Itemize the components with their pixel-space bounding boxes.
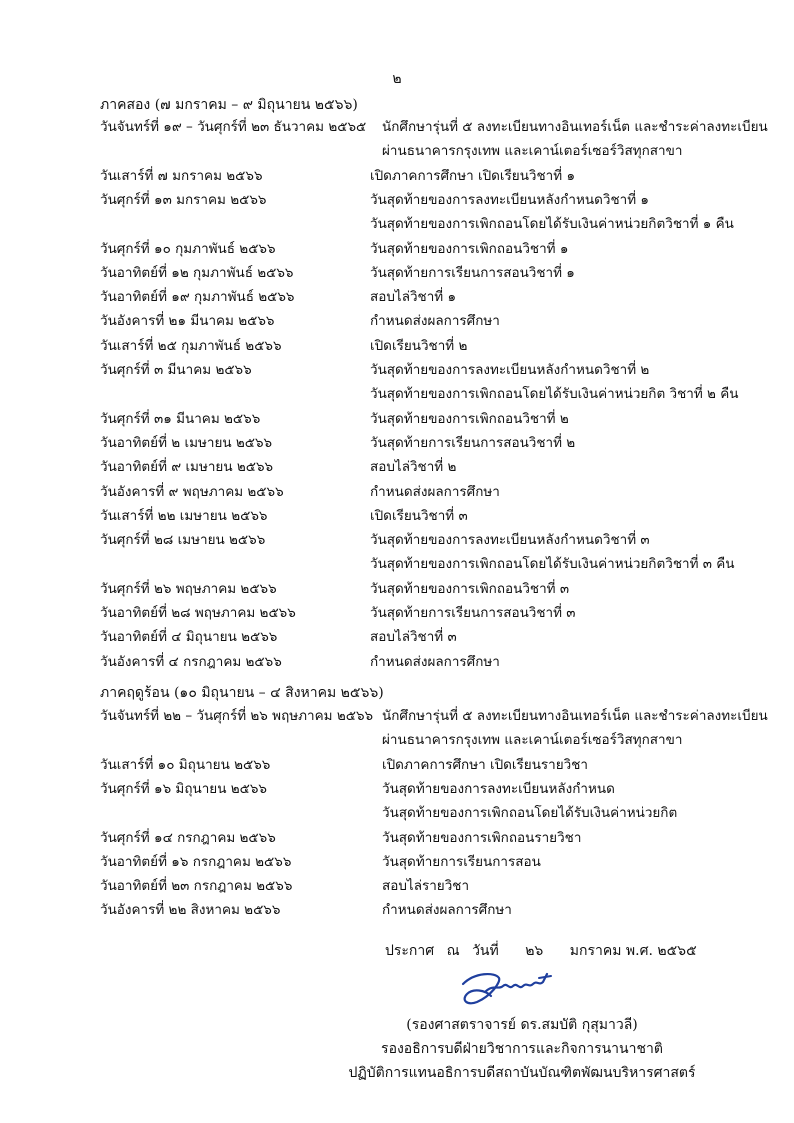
announcement-day: ๒๖ bbox=[525, 943, 544, 959]
schedule-row bbox=[100, 504, 774, 528]
schedule-date: วันศุกร์ที่ ๑๖ มิถุนายน ๒๕๖๖ bbox=[100, 781, 267, 797]
schedule-event: นักศึกษารุ่นที่ ๕ ลงทะเบียนทางอินเทอร์เน็ต และชำระค่าลงทะเบียน bbox=[382, 119, 768, 135]
schedule-event: เปิดเรียนวิชาที่ ๒ bbox=[370, 338, 468, 354]
schedule-date: วันอังคารที่ ๒๒ สิงหาคม ๒๕๖๖ bbox=[100, 902, 281, 918]
schedule-event: วันสุดท้ายการเรียนการสอนวิชาที่ ๓ bbox=[370, 605, 576, 621]
page-number: ๒ bbox=[392, 71, 402, 87]
schedule-date: วันอังคารที่ ๙ พฤษภาคม ๒๕๖๖ bbox=[100, 484, 284, 500]
schedule-date: วันอาทิตย์ที่ ๙ เมษายน ๒๕๖๖ bbox=[100, 459, 274, 475]
schedule-row bbox=[100, 309, 774, 333]
schedule-event: วันสุดท้ายการเรียนการสอน bbox=[382, 854, 541, 870]
schedule-row bbox=[100, 358, 774, 402]
schedule-event: วันสุดท้ายของการลงทะเบียนหลังกำหนดวิชาที่ ๓ bbox=[370, 532, 650, 548]
schedule-event: วันสุดท้ายของการเพิกถอนวิชาที่ ๓ bbox=[370, 581, 570, 597]
schedule-event: เปิดเรียนวิชาที่ ๓ bbox=[370, 508, 468, 524]
schedule-row bbox=[100, 115, 774, 159]
schedule-date: วันเสาร์ที่ ๑๐ มิถุนายน ๒๕๖๖ bbox=[100, 757, 271, 773]
announcement-label: ประกาศ bbox=[385, 943, 435, 959]
schedule-date: วันอาทิตย์ที่ ๑๒ กุมภาพันธ์ ๒๕๖๖ bbox=[100, 265, 294, 281]
schedule-row bbox=[100, 874, 774, 898]
schedule-row bbox=[100, 528, 774, 572]
schedule-row bbox=[100, 480, 774, 504]
schedule-event: วันสุดท้ายของการเพิกถอนโดยได้รับเงินค่าหน่วยกิตวิชาที่ ๑ คืน bbox=[370, 216, 734, 232]
schedule-event: วันสุดท้ายของการเพิกถอนวิชาที่ ๒ bbox=[370, 411, 569, 427]
schedule-row bbox=[100, 601, 774, 625]
schedule-row bbox=[100, 650, 774, 674]
schedule-date: วันเสาร์ที่ ๒๕ กุมภาพันธ์ ๒๕๖๖ bbox=[100, 338, 282, 354]
schedule-row bbox=[100, 777, 774, 821]
section-title: ภาคสอง (๗ มกราคม – ๙ มิถุนายน ๒๕๖๖) bbox=[100, 97, 358, 113]
schedule-event: วันสุดท้ายของการเพิกถอนโดยได้รับเงินค่าหน่วยกิต วิชาที่ ๒ คืน bbox=[370, 386, 739, 402]
schedule-date: วันศุกร์ที่ ๓ มีนาคม ๒๕๖๖ bbox=[100, 362, 252, 378]
schedule-event: สอบไล่วิชาที่ ๒ bbox=[370, 459, 457, 475]
schedule-event: ผ่านธนาคารกรุงเทพ และเคาน์เตอร์เซอร์วิสทุกสาขา bbox=[382, 732, 683, 748]
schedule-date: วันอาทิตย์ที่ ๑๙ กุมภาพันธ์ ๒๕๖๖ bbox=[100, 289, 295, 305]
schedule-date: วันศุกร์ที่ ๑๐ กุมภาพันธ์ ๒๕๖๖ bbox=[100, 241, 276, 257]
schedule-row bbox=[100, 334, 774, 358]
schedule-event: สอบไล่วิชาที่ ๑ bbox=[370, 289, 457, 305]
schedule-date: วันจันทร์ที่ ๒๒ – วันศุกร์ที่ ๒๖ พฤษภาคม ๒๕๖๖ bbox=[100, 708, 374, 724]
signatory-acting: ปฏิบัติการแทนอธิการบดีสถาบันบัณฑิตพัฒนบริหารศาสตร์ bbox=[348, 1065, 696, 1081]
schedule-event: วันสุดท้ายของการเพิกถอนโดยได้รับเงินค่าหน่วยกิตวิชาที่ ๓ คืน bbox=[370, 556, 735, 572]
schedule-date: วันเสาร์ที่ ๒๒ เมษายน ๒๕๖๖ bbox=[100, 508, 268, 524]
schedule-event: วันสุดท้ายการเรียนการสอนวิชาที่ ๒ bbox=[370, 435, 576, 451]
announcement-day-label: วันที่ bbox=[472, 943, 499, 959]
schedule-row bbox=[100, 261, 774, 285]
schedule-date: วันศุกร์ที่ ๓๑ มีนาคม ๒๕๖๖ bbox=[100, 411, 261, 427]
schedule-row bbox=[100, 237, 774, 261]
schedule-event: กำหนดส่งผลการศึกษา bbox=[382, 902, 512, 918]
schedule-event: สอบไล่วิชาที่ ๓ bbox=[370, 629, 457, 645]
schedule-date: วันอาทิตย์ที่ ๒ เมษายน ๒๕๖๖ bbox=[100, 435, 273, 451]
schedule-event: กำหนดส่งผลการศึกษา bbox=[370, 484, 500, 500]
schedule-row bbox=[100, 753, 774, 777]
schedule-event: เปิดภาคการศึกษา เปิดเรียนวิชาที่ ๑ bbox=[370, 168, 576, 184]
schedule-event: นักศึกษารุ่นที่ ๕ ลงทะเบียนทางอินเทอร์เน็ต และชำระค่าลงทะเบียน bbox=[382, 708, 768, 724]
schedule-row bbox=[100, 577, 774, 601]
schedule-date: วันศุกร์ที่ ๑๓ มกราคม ๒๕๖๖ bbox=[100, 192, 267, 208]
schedule-date: วันอังคารที่ ๒๑ มีนาคม ๒๕๖๖ bbox=[100, 313, 275, 329]
schedule-row bbox=[100, 285, 774, 309]
schedule-event: ผ่านธนาคารกรุงเทพ และเคาน์เตอร์เซอร์วิสทุกสาขา bbox=[382, 143, 683, 159]
announcement-line bbox=[385, 940, 705, 962]
signatory-position: รองอธิการบดีฝ่ายวิชาการและกิจการนานาชาติ bbox=[381, 1041, 663, 1057]
schedule-event: เปิดภาคการศึกษา เปิดเรียนรายวิชา bbox=[382, 757, 589, 773]
schedule-row bbox=[100, 188, 774, 232]
schedule-event: สอบไล่รายวิชา bbox=[382, 878, 470, 894]
schedule-event: วันสุดท้ายการเรียนการสอนวิชาที่ ๑ bbox=[370, 265, 575, 281]
schedule-event: วันสุดท้ายของการลงทะเบียนหลังกำหนด bbox=[382, 781, 615, 797]
schedule-row bbox=[100, 704, 774, 748]
schedule-date: วันอาทิตย์ที่ ๒๘ พฤษภาคม ๒๕๖๖ bbox=[100, 605, 296, 621]
section-title: ภาคฤดูร้อน (๑๐ มิถุนายน – ๔ สิงหาคม ๒๕๖๖) bbox=[100, 685, 384, 701]
schedule-row bbox=[100, 431, 774, 455]
schedule-date: วันอาทิตย์ที่ ๒๓ กรกฎาคม ๒๕๖๖ bbox=[100, 878, 293, 894]
schedule-row bbox=[100, 625, 774, 649]
schedule-date: วันจันทร์ที่ ๑๙ – วันศุกร์ที่ ๒๓ ธันวาคม ๒๕๖๕ bbox=[100, 119, 367, 135]
schedule-row bbox=[100, 826, 774, 850]
schedule-row bbox=[100, 898, 774, 922]
signatory-name: (รองศาสตราจารย์ ดร.สมบัติ กุสุมาวลี) bbox=[406, 1017, 638, 1033]
announcement-at: ณ bbox=[446, 943, 460, 959]
schedule-date: วันอาทิตย์ที่ ๑๖ กรกฎาคม ๒๕๖๖ bbox=[100, 854, 292, 870]
schedule-event: วันสุดท้ายของการลงทะเบียนหลังกำหนดวิชาที่ ๒ bbox=[370, 362, 650, 378]
schedule-event: วันสุดท้ายของการเพิกถอนโดยได้รับเงินค่าหน่วยกิต bbox=[382, 805, 678, 821]
schedule-date: วันอังคารที่ ๔ กรกฎาคม ๒๕๖๖ bbox=[100, 654, 282, 670]
schedule-event: วันสุดท้ายของการเพิกถอนรายวิชา bbox=[382, 830, 582, 846]
schedule-event: กำหนดส่งผลการศึกษา bbox=[370, 313, 500, 329]
announcement-month-year: มกราคม พ.ศ. ๒๕๖๕ bbox=[569, 943, 697, 959]
schedule-event: กำหนดส่งผลการศึกษา bbox=[370, 654, 500, 670]
handwritten-signature bbox=[455, 966, 555, 1008]
schedule-event: วันสุดท้ายของการเพิกถอนวิชาที่ ๑ bbox=[370, 241, 569, 257]
schedule-date: วันศุกร์ที่ ๒๖ พฤษภาคม ๒๕๖๖ bbox=[100, 581, 277, 597]
schedule-row bbox=[100, 407, 774, 431]
schedule-row bbox=[100, 455, 774, 479]
schedule-row bbox=[100, 164, 774, 188]
schedule-date: วันอาทิตย์ที่ ๔ มิถุนายน ๒๕๖๖ bbox=[100, 629, 278, 645]
schedule-event: วันสุดท้ายของการลงทะเบียนหลังกำหนดวิชาที่ ๑ bbox=[370, 192, 649, 208]
schedule-row bbox=[100, 850, 774, 874]
schedule-date: วันเสาร์ที่ ๗ มกราคม ๒๕๖๖ bbox=[100, 168, 263, 184]
schedule-date: วันศุกร์ที่ ๑๔ กรกฎาคม ๒๕๖๖ bbox=[100, 830, 276, 846]
schedule-date: วันศุกร์ที่ ๒๘ เมษายน ๒๕๖๖ bbox=[100, 532, 266, 548]
